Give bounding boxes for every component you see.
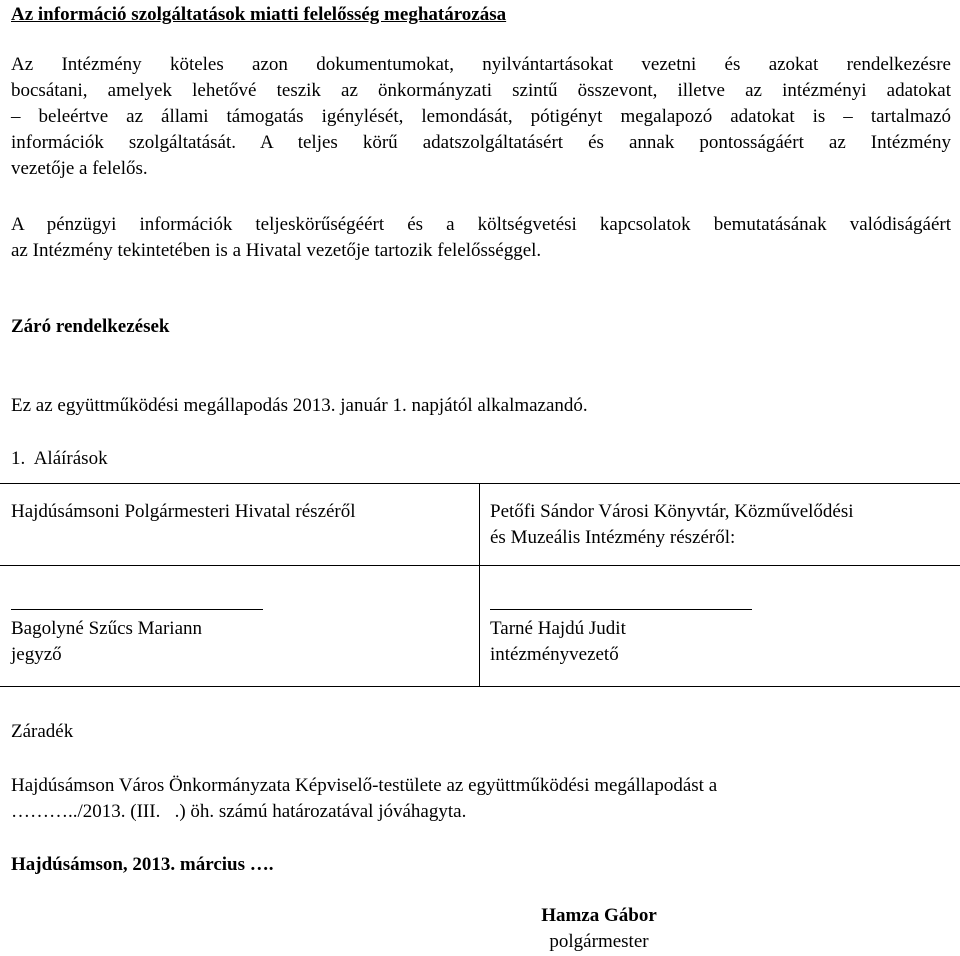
clause-line: ………../2013. (III. .) öh. számú határozatával jóváhagyta. bbox=[11, 801, 467, 822]
paragraph-line: vezetője a felelős. bbox=[11, 158, 148, 179]
mayor-signature-block bbox=[519, 903, 679, 955]
financial-paragraph bbox=[11, 212, 951, 264]
signatory-role: jegyző bbox=[11, 644, 62, 665]
responsibility-paragraph bbox=[11, 52, 951, 182]
signature-party-left bbox=[11, 499, 356, 525]
clause-text bbox=[11, 773, 717, 825]
signatory-role: intézményvezető bbox=[490, 644, 619, 665]
effective-date-text: Ez az együttműködési megállapodás 2013. január 1. napjától alkalmazandó. bbox=[11, 395, 588, 416]
signature-line-left bbox=[11, 609, 263, 610]
signatory-left bbox=[11, 616, 202, 668]
signature-line-right bbox=[490, 609, 752, 610]
clause-title: Záradék bbox=[11, 721, 74, 742]
signature-party-right bbox=[490, 499, 854, 551]
clause-line: Hajdúsámson Város Önkormányzata Képviselő-testülete az együttműködési megállapodást a bbox=[11, 775, 718, 796]
section-heading-responsibility: Az információ szolgáltatások miatti felelősség meghatározása bbox=[11, 4, 507, 25]
signatures-heading: 1. Aláírások bbox=[11, 448, 108, 469]
paragraph-line: – beleértve az állami támogatás igénylését, lemondását, pótigényt megalapozó adatokat is – tartalmazó bbox=[11, 106, 951, 127]
signatory-name: Bagolyné Szűcs Mariann bbox=[11, 618, 203, 639]
signature-table bbox=[0, 483, 960, 687]
place-and-date: Hajdúsámson, 2013. március …. bbox=[11, 854, 274, 875]
mayor-title: polgármester bbox=[549, 931, 649, 952]
signatory-right bbox=[490, 616, 626, 668]
paragraph-line: információk szolgáltatását. A teljes körű adatszolgáltatásért és annak pontosságáért az Intézmény bbox=[11, 132, 951, 153]
party-name-line: Hajdúsámsoni Polgármesteri Hivatal részéről bbox=[11, 501, 356, 522]
signatory-name: Tarné Hajdú Judit bbox=[490, 618, 626, 639]
table-divider-vertical bbox=[479, 484, 480, 686]
party-name-line: Petőfi Sándor Városi Könyvtár, Közművelődési bbox=[490, 501, 854, 522]
mayor-name: Hamza Gábor bbox=[541, 905, 657, 926]
party-name-line: és Muzeális Intézmény részéről: bbox=[490, 527, 736, 548]
table-divider-horizontal bbox=[0, 565, 960, 566]
closing-section-title: Záró rendelkezések bbox=[11, 316, 170, 337]
paragraph-line: Az Intézmény köteles azon dokumentumokat, nyilvántartásokat vezetni és azokat rendelkezésre bbox=[11, 54, 951, 75]
paragraph-line: bocsátani, amelyek lehetővé teszik az önkormányzati szintű összevont, illetve az intézményi adatokat bbox=[11, 80, 951, 101]
paragraph-line: az Intézmény tekintetében is a Hivatal vezetője tartozik felelősséggel. bbox=[11, 240, 542, 261]
paragraph-line: A pénzügyi információk teljeskörűségéért és a költségvetési kapcsolatok bemutatásának valódiságáért bbox=[11, 214, 951, 235]
